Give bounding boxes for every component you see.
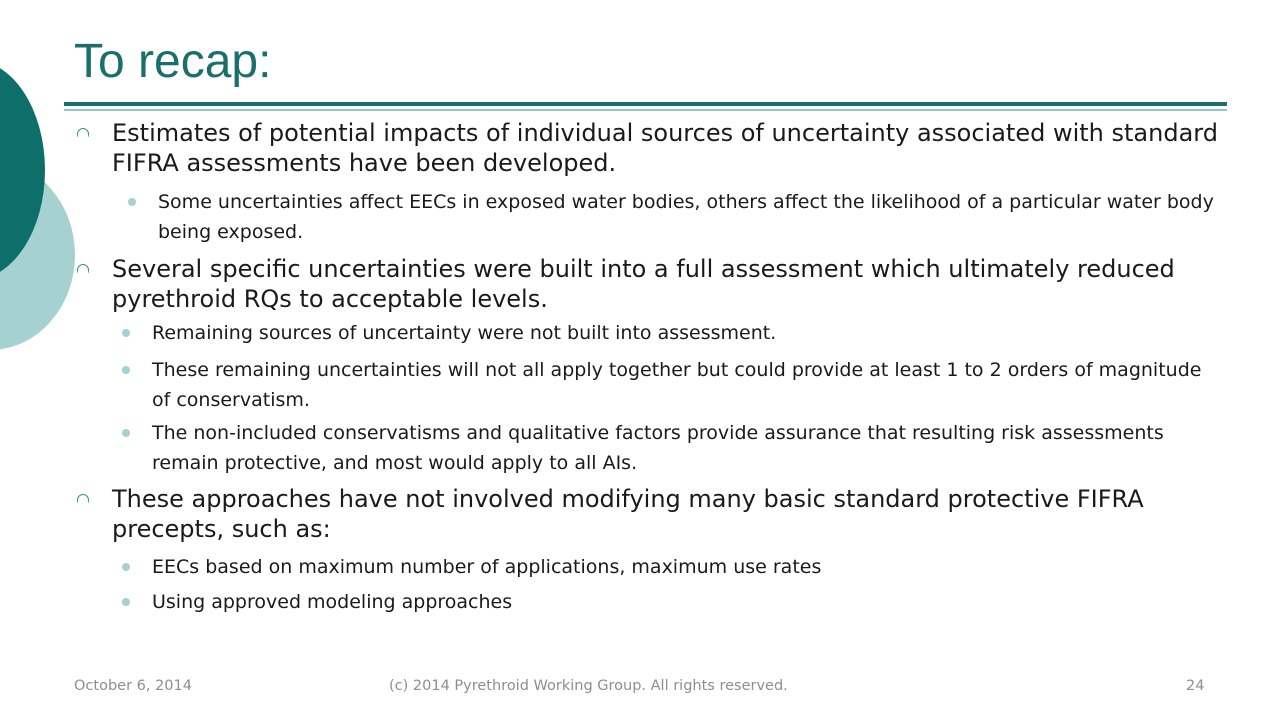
sub-bullet-2-2-text: These remaining uncertainties will not all apply together but could provide at least 1 to 2 orders of magnitude of conservatism.: [152, 359, 1202, 411]
sub-bullet-3-2-text: Using approved modeling approaches: [152, 591, 513, 613]
sub-bullet-2-1-text: Remaining sources of uncertainty were not built into assessment.: [152, 322, 777, 344]
sub-bullet-2-3: [152, 418, 1212, 478]
bullet-1: [112, 118, 1222, 178]
sub-bullet-3-1: [152, 552, 1212, 582]
sub-bullet-1-1-text: Some uncertainties affect EECs in exposed water bodies, others affect the likelihood of a particular water body being exposed.: [158, 191, 1214, 243]
slide-title: To recap:: [74, 35, 272, 88]
hollow-bullet-icon: [77, 494, 89, 506]
sub-bullet-2-3-text: The non-included conservatisms and qualitative factors provide assurance that resulting risk assessments remain protective, and most would apply to all AIs.: [152, 422, 1164, 474]
dot-bullet-icon: [128, 198, 136, 206]
bullet-3-text: These approaches have not involved modifying many basic standard protective FIFRA precepts, such as:: [112, 485, 1144, 543]
dot-bullet-icon: [122, 329, 130, 337]
hollow-bullet-icon: [77, 128, 89, 140]
dot-bullet-icon: [122, 598, 130, 606]
bullet-2-text: Several specific uncertainties were built into a full assessment which ultimately reduced pyrethroid RQs to acceptable levels.: [112, 255, 1175, 313]
sub-bullet-3-1-text: EECs based on maximum number of applications, maximum use rates: [152, 556, 822, 578]
hollow-bullet-icon: [77, 264, 89, 276]
sub-bullet-1-1: [158, 187, 1218, 247]
bullet-1-text: Estimates of potential impacts of individual sources of uncertainty associated with standard FIFRA assessments have been developed.: [112, 119, 1218, 177]
footer-copyright: (c) 2014 Pyrethroid Working Group. All rights reserved.: [389, 678, 788, 694]
sub-bullet-3-2: [152, 587, 1212, 617]
dot-bullet-icon: [122, 366, 130, 374]
footer-date: October 6, 2014: [74, 678, 192, 694]
dot-bullet-icon: [122, 429, 130, 437]
bullet-2: [112, 254, 1222, 314]
sub-bullet-2-2: [152, 355, 1212, 415]
footer-page-number: 24: [1186, 678, 1205, 694]
bullet-3: [112, 484, 1222, 544]
sub-bullet-2-1: [152, 318, 1212, 348]
dot-bullet-icon: [122, 563, 130, 571]
